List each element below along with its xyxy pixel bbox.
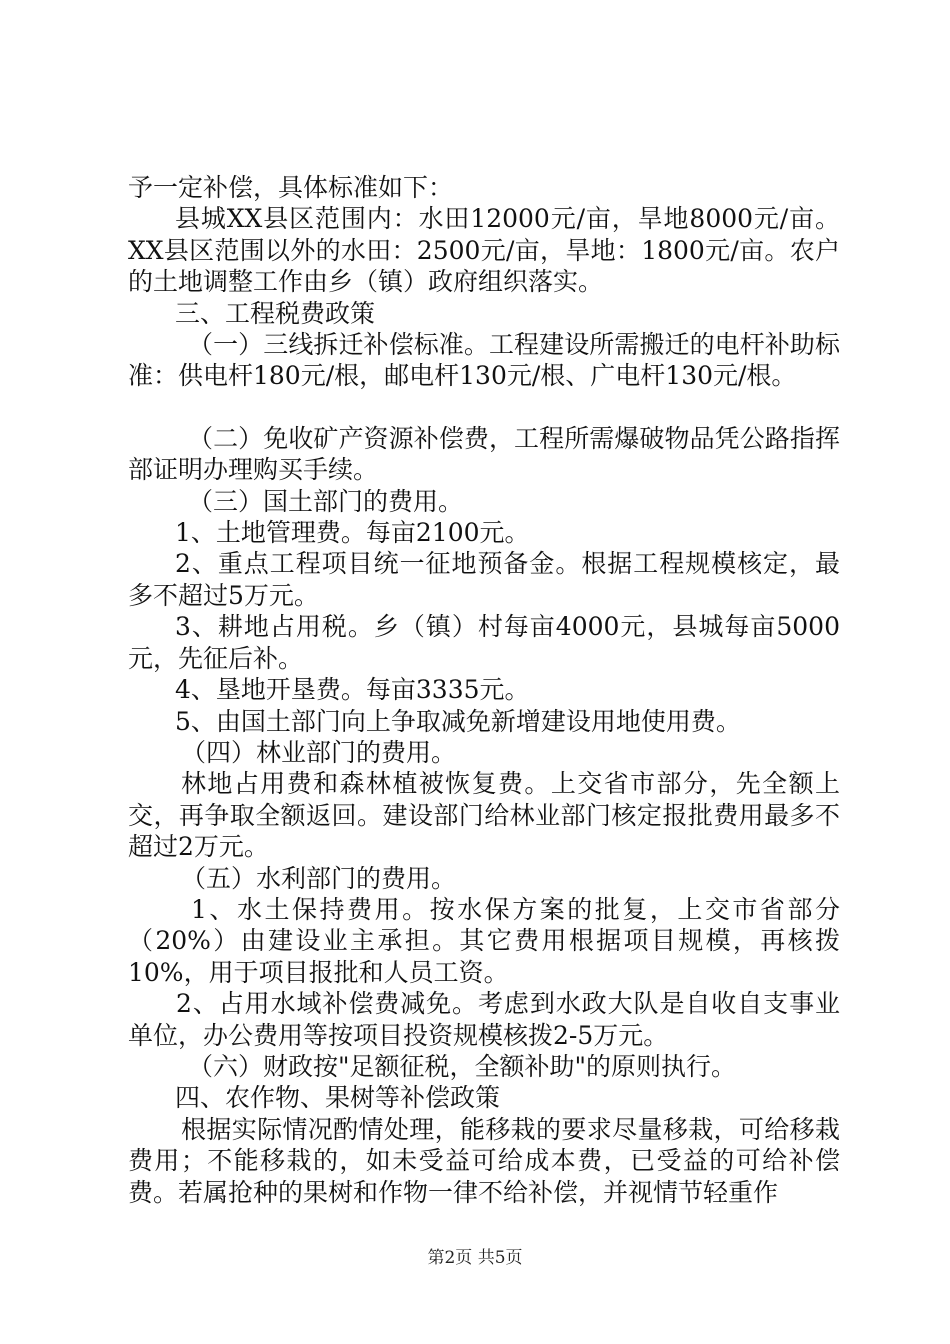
paragraph: （二）免收矿产资源补偿费，工程所需爆破物品凭公路指挥部证明办理购买手续。 [128,423,840,485]
paragraph: 1、水土保持费用。按水保方案的批复，上交市省部分（20%）由建设业主承担。其它费用根据项目规模，再核拨10%，用于项目报批和人员工资。 [128,894,840,987]
paragraph: （五）水利部门的费用。 [181,863,457,893]
paragraph: 4、垦地开垦费。每亩3335元。 [175,675,530,705]
paragraph: 2、重点工程项目统一征地预备金。根据工程规模核定，最多不超过5万元。 [128,549,840,610]
paragraph: （四）林业部门的费用。 [181,737,457,767]
paragraph: 2、占用水域补偿费减免。考虑到水政大队是自收自支事业单位，办公费用等按项目投资规模核拨2-5万元。 [128,989,840,1050]
paragraph: 根据实际情况酌情处理，能移栽的要求尽量移栽，可给移栽费用；不能移栽的，如未受益可给成本费，已受益的可给补偿费。若属抢种的果树和作物一律不给补偿，并视情节轻重作 [128,1114,840,1207]
section-heading: 三、工程税费政策 [175,298,376,328]
page-footer: 第2页 共5页 [427,1248,523,1268]
paragraph: 5、由国土部门向上争取减免新增建设用地使用费。 [175,706,741,736]
paragraph: 3、耕地占用税。乡（镇）村每亩4000元，县城每亩5000元，先征后补。 [128,612,840,673]
paragraph: （三）国土部门的费用。 [188,486,464,516]
blank-line [128,392,840,423]
paragraph: 林地占用费和森林植被恢复费。上交省市部分，先全额上交，再争取全额返回。建设部门给林业部门核定报批费用最多不超过2万元。 [128,769,840,862]
section-heading: 四、农作物、果树等补偿政策 [175,1083,501,1113]
paragraph: 予一定补偿，具体标准如下： [128,173,454,202]
paragraph: （一）三线拆迁补偿标准。工程建设所需搬迁的电杆补助标准：供电杆180元/根，邮电杆130元/根、广电杆130元/根。 [128,330,840,391]
paragraph: （六）财政按"足额征税，全额补助"的原则执行。 [188,1051,736,1081]
body-text [128,172,840,1208]
paragraph: 1、土地管理费。每亩2100元。 [175,518,530,548]
paragraph: 县城XX县区范围内：水田12000元/亩，旱地8000元/亩。XX县区范围以外的水田：2500元/亩，旱地：1800元/亩。农户的土地调整工作由乡（镇）政府组织落实。 [128,204,840,297]
